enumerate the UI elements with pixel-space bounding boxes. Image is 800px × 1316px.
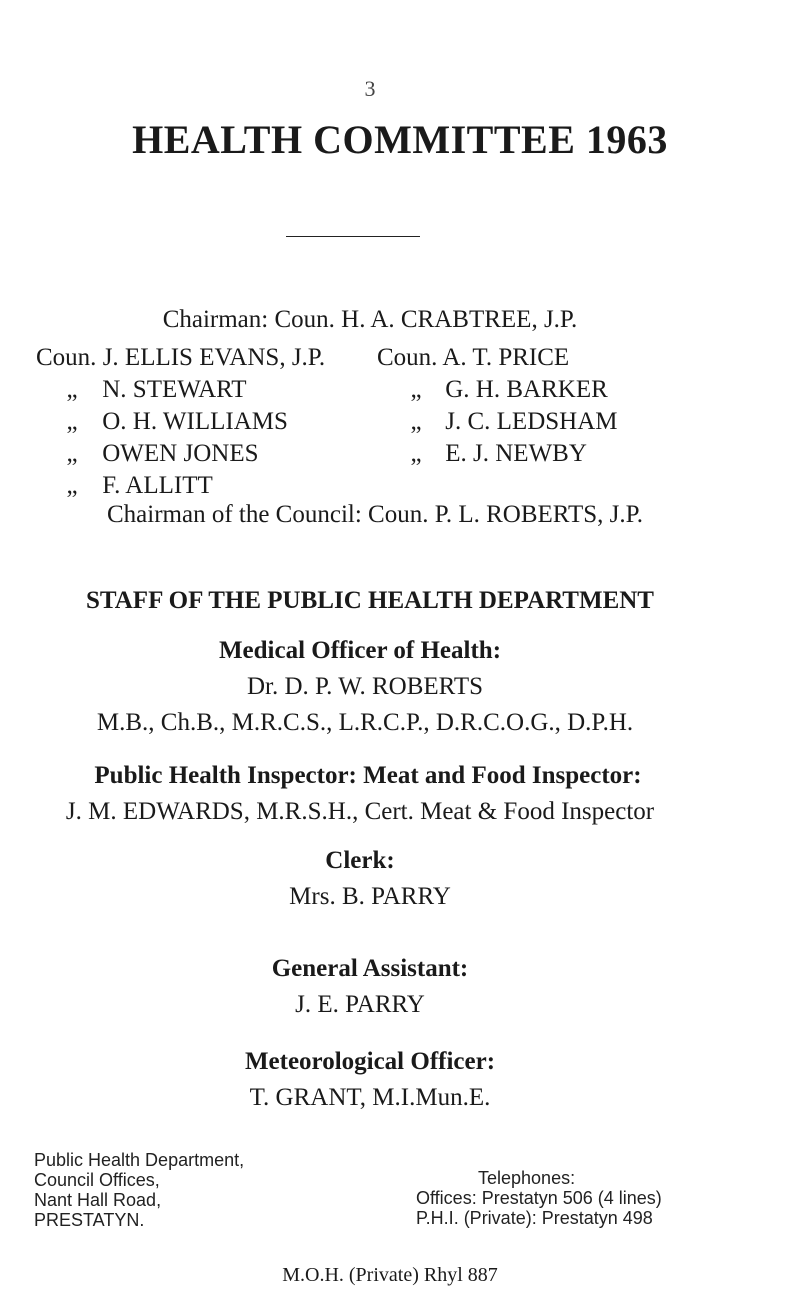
member-row bbox=[377, 438, 667, 470]
telephone-line: P.H.I. (Private): Prestatyn 498 bbox=[416, 1208, 653, 1228]
member-name: A. T. PRICE bbox=[442, 344, 570, 371]
medical-officer-role: Medical Officer of Health: bbox=[218, 637, 502, 664]
council-chairman: Chairman of the Council: Coun. P. L. ROBERTS, J.P. bbox=[106, 501, 644, 528]
committee-members-left bbox=[36, 342, 326, 502]
department-address bbox=[34, 1150, 244, 1230]
member-row bbox=[36, 406, 326, 438]
member-prefix: Coun. bbox=[36, 344, 97, 371]
address-line: Public Health Department, bbox=[34, 1150, 245, 1170]
address-line: PRESTATYN. bbox=[34, 1210, 145, 1230]
member-name: OWEN JONES bbox=[102, 440, 259, 467]
telephone-list bbox=[416, 1188, 662, 1228]
assistant-name: J. E. PARRY bbox=[295, 991, 425, 1018]
member-name: J. C. LEDSHAM bbox=[445, 408, 618, 435]
member-name: N. STEWART bbox=[102, 376, 247, 403]
inspector-role: Public Health Inspector: Meat and Food Inspector: bbox=[94, 762, 642, 789]
ditto-mark: „ bbox=[410, 440, 422, 467]
committee-members-right bbox=[377, 342, 667, 470]
ditto-mark: „ bbox=[410, 376, 422, 403]
ditto-mark: „ bbox=[66, 408, 78, 435]
member-row bbox=[377, 342, 667, 374]
clerk-name: Mrs. B. PARRY bbox=[289, 883, 451, 910]
address-line: Council Offices, bbox=[34, 1170, 160, 1190]
member-name: E. J. NEWBY bbox=[445, 440, 587, 467]
member-row bbox=[377, 406, 667, 438]
page-number: 3 bbox=[364, 76, 376, 101]
medical-officer-name: Dr. D. P. W. ROBERTS bbox=[246, 673, 484, 700]
meteorological-role: Meteorological Officer: bbox=[244, 1048, 496, 1075]
inspector-name: J. M. EDWARDS, M.R.S.H., Cert. Meat & Food Inspector bbox=[65, 798, 655, 825]
ditto-mark: „ bbox=[66, 440, 78, 467]
member-row bbox=[36, 470, 326, 502]
telephone-line: Offices: Prestatyn 506 (4 lines) bbox=[416, 1188, 662, 1208]
committee-chairman: Chairman: Coun. H. A. CRABTREE, J.P. bbox=[162, 306, 578, 333]
member-name: F. ALLITT bbox=[102, 472, 213, 499]
member-row bbox=[36, 342, 326, 374]
moh-telephone: M.O.H. (Private) Rhyl 887 bbox=[282, 1264, 498, 1286]
address-line: Nant Hall Road, bbox=[34, 1190, 162, 1210]
ditto-mark: „ bbox=[66, 376, 78, 403]
member-row bbox=[36, 374, 326, 406]
member-row bbox=[377, 374, 667, 406]
member-name: O. H. WILLIAMS bbox=[102, 408, 288, 435]
staff-heading: STAFF OF THE PUBLIC HEALTH DEPARTMENT bbox=[86, 587, 654, 614]
assistant-role: General Assistant: bbox=[271, 955, 469, 982]
clerk-role: Clerk: bbox=[325, 847, 395, 874]
ditto-mark: „ bbox=[410, 408, 422, 435]
telephones-heading: Telephones: bbox=[478, 1168, 576, 1188]
member-name: G. H. BARKER bbox=[445, 376, 608, 403]
ditto-mark: „ bbox=[66, 472, 78, 499]
medical-officer-qualifications: M.B., Ch.B., M.R.C.S., L.R.C.P., D.R.C.O.G., D.P.H. bbox=[96, 709, 634, 736]
member-prefix: Coun. bbox=[377, 344, 438, 371]
member-row bbox=[36, 438, 326, 470]
member-name: J. ELLIS EVANS, J.P. bbox=[102, 344, 326, 371]
title-divider bbox=[286, 236, 420, 237]
page-title: HEALTH COMMITTEE 1963 bbox=[132, 117, 668, 162]
meteorological-name: T. GRANT, M.I.Mun.E. bbox=[249, 1084, 491, 1111]
